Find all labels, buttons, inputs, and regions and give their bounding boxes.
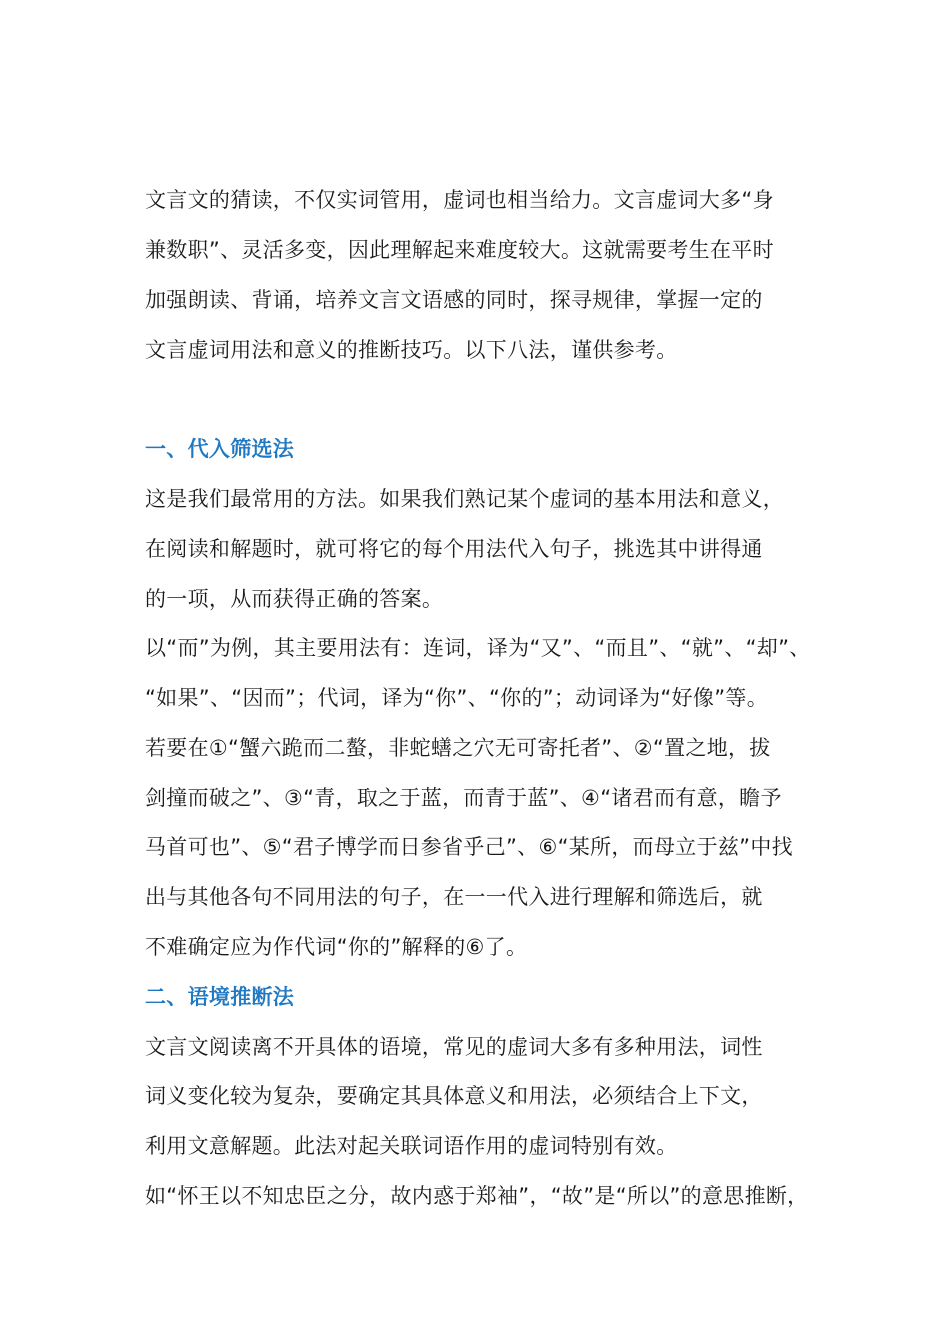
section1-line: 若要在①“蟹六跪而二螯，非蛇蟮之穴无可寄托者”、②“置之地，拔 <box>145 736 771 760</box>
section1-line: 这是我们最常用的方法。如果我们熟记某个虚词的基本用法和意义， <box>145 487 784 511</box>
intro-line: 加强朗读、背诵，培养文言文语感的同时，探寻规律，掌握一定的 <box>145 288 763 312</box>
section-heading-2: 二、语境推断法 <box>145 985 295 1009</box>
section1-line: 出与其他各句不同用法的句子，在一一代入进行理解和筛选后，就 <box>145 885 763 909</box>
section1-line: 的一项，从而获得正确的答案。 <box>145 587 444 611</box>
section1-line: 以“而”为例，其主要用法有：连词，译为“又”、“而且”、“就”、“却”、 <box>145 636 811 660</box>
section1-line: 在阅读和解题时，就可将它的每个用法代入句子，挑选其中讲得通 <box>145 537 763 561</box>
intro-line: 兼数职”、灵活多变，因此理解起来难度较大。这就需要考生在平时 <box>145 238 774 262</box>
section1-line: 马首可也”、⑤“君子博学而日参省乎己”、⑥“某所，而母立于兹”中找 <box>145 835 793 859</box>
section2-line: 文言文阅读离不开具体的语境，常见的虚词大多有多种用法，词性 <box>145 1035 763 1059</box>
section1-line: 不难确定应为作代词“你的”解释的⑥了。 <box>145 935 528 959</box>
section2-line: 利用文意解题。此法对起关联词语作用的虚词特别有效。 <box>145 1134 678 1158</box>
section-heading-1: 一、代入筛选法 <box>145 437 295 461</box>
section1-line: “如果”、“因而”；代词，译为“你”、“你的”；动词译为“好像”等。 <box>145 686 768 710</box>
intro-line: 文言文的猜读，不仅实词管用，虚词也相当给力。文言虚词大多“身 <box>145 188 774 212</box>
intro-line: 文言虚词用法和意义的推断技巧。以下八法，谨供参考。 <box>145 338 678 362</box>
section2-line: 词义变化较为复杂，要确定其具体意义和用法，必须结合上下文， <box>145 1084 763 1108</box>
section1-line: 剑撞而破之”、③“青，取之于蓝，而青于蓝”、④“诸君而有意，瞻予 <box>145 786 782 810</box>
section2-line: 如“怀王以不知忠臣之分，故内惑于郑袖”，“故”是“所以”的意思推断， <box>145 1184 809 1208</box>
